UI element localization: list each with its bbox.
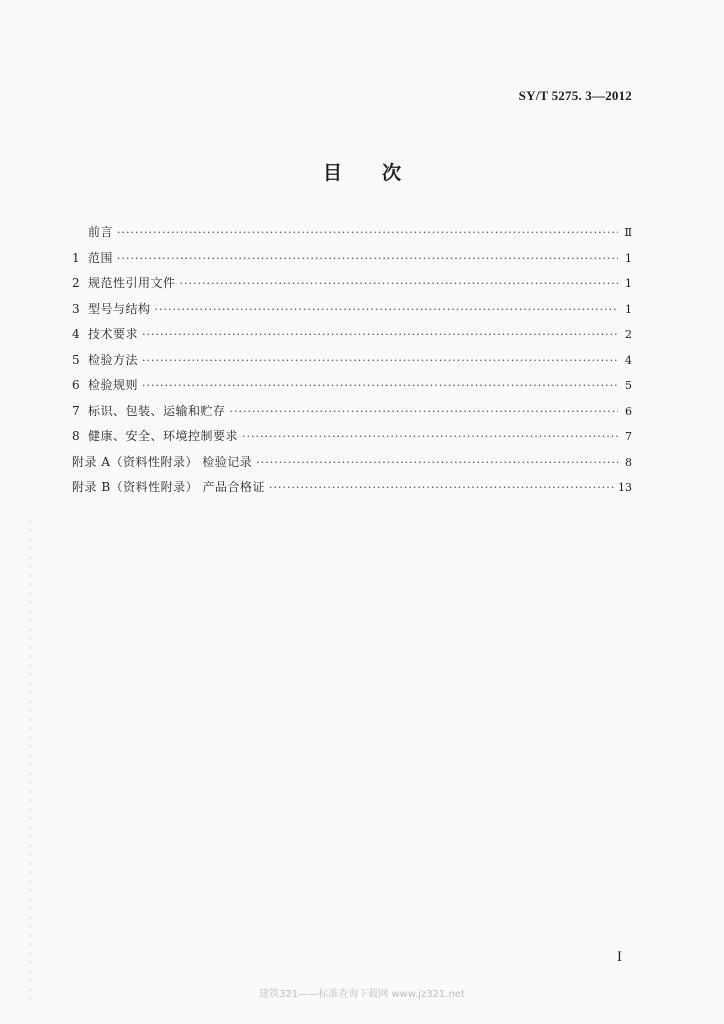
toc-entry-label: 规范性引用文件 bbox=[88, 276, 176, 290]
standard-code: SY/T 5275. 3—2012 bbox=[518, 88, 632, 103]
toc-entry-number: 6 bbox=[72, 378, 80, 392]
toc-entry-page: 7 bbox=[625, 430, 632, 443]
toc-entry-scope[interactable] bbox=[72, 246, 632, 272]
toc-entry-label: 标识、包装、运输和贮存 bbox=[88, 403, 226, 418]
toc-entry-number: 8 bbox=[72, 429, 80, 443]
toc-title-char-2: 次 bbox=[382, 162, 402, 184]
toc-entry-inspection-rules[interactable] bbox=[72, 373, 632, 399]
toc-leader-dots bbox=[117, 220, 618, 246]
toc-entry-number: 3 bbox=[72, 301, 80, 316]
toc-leader-dots bbox=[256, 450, 618, 476]
toc-entry-label: 附录 B（资料性附录） 产品合格证 bbox=[72, 480, 265, 494]
toc-entry-page: 13 bbox=[618, 481, 632, 494]
toc-entry-label: 检验方法 bbox=[88, 352, 139, 367]
toc-entry-technical-requirements[interactable] bbox=[72, 322, 632, 348]
toc-list bbox=[72, 220, 632, 501]
page-number: I bbox=[616, 950, 622, 965]
toc-leader-dots bbox=[230, 399, 618, 425]
toc-entry-label: 范围 bbox=[88, 250, 114, 265]
toc-entry-number: 1 bbox=[72, 250, 80, 265]
toc-entry-foreword[interactable] bbox=[72, 220, 632, 246]
toc-entry-page: 6 bbox=[625, 404, 632, 418]
toc-entry-normative-references[interactable] bbox=[72, 271, 632, 297]
toc-entry-number: 2 bbox=[72, 276, 80, 290]
toc-leader-dots bbox=[269, 475, 614, 501]
toc-entry-page: 1 bbox=[625, 251, 632, 265]
toc-entry-number: 7 bbox=[72, 403, 80, 418]
toc-entry-label: 附录 A（资料性附录） 检验记录 bbox=[72, 454, 253, 469]
toc-entry-label: 检验规则 bbox=[88, 378, 139, 392]
toc-entry-page: 1 bbox=[625, 277, 632, 290]
toc-entry-label: 健康、安全、环境控制要求 bbox=[88, 429, 239, 443]
toc-entry-page: Ⅱ bbox=[624, 226, 632, 239]
toc-entry-page: 4 bbox=[625, 353, 632, 367]
toc-entry-page: 1 bbox=[625, 302, 632, 316]
toc-entry-test-methods[interactable] bbox=[72, 348, 632, 374]
toc-leader-dots bbox=[142, 348, 618, 374]
scan-artifact-line bbox=[30, 520, 31, 1000]
toc-leader-dots bbox=[155, 297, 618, 323]
toc-entry-appendix-b[interactable] bbox=[72, 475, 632, 501]
toc-leader-dots bbox=[180, 271, 618, 297]
toc-entry-model-structure[interactable] bbox=[72, 297, 632, 323]
toc-entry-page: 2 bbox=[625, 328, 632, 341]
toc-entry-marking-packaging[interactable] bbox=[72, 399, 632, 425]
toc-entry-page: 5 bbox=[625, 379, 632, 392]
toc-title-char-1: 目 bbox=[322, 162, 342, 184]
toc-leader-dots bbox=[117, 246, 618, 272]
toc-entry-number: 4 bbox=[72, 327, 80, 341]
toc-entry-hse-requirements[interactable] bbox=[72, 424, 632, 450]
toc-leader-dots bbox=[142, 322, 618, 348]
toc-leader-dots bbox=[142, 373, 618, 399]
toc-entry-page: 8 bbox=[625, 455, 632, 469]
watermark-text: 建筑321——标准查询下载网 www.jz321.net bbox=[259, 989, 465, 1000]
toc-entry-label: 技术要求 bbox=[88, 327, 139, 341]
toc-entry-appendix-a[interactable] bbox=[72, 450, 632, 476]
toc-leader-dots bbox=[242, 424, 618, 450]
toc-title bbox=[0, 158, 724, 185]
toc-entry-number: 5 bbox=[72, 352, 80, 367]
toc-entry-label: 型号与结构 bbox=[88, 301, 151, 316]
toc-entry-label: 前言 bbox=[88, 225, 114, 239]
